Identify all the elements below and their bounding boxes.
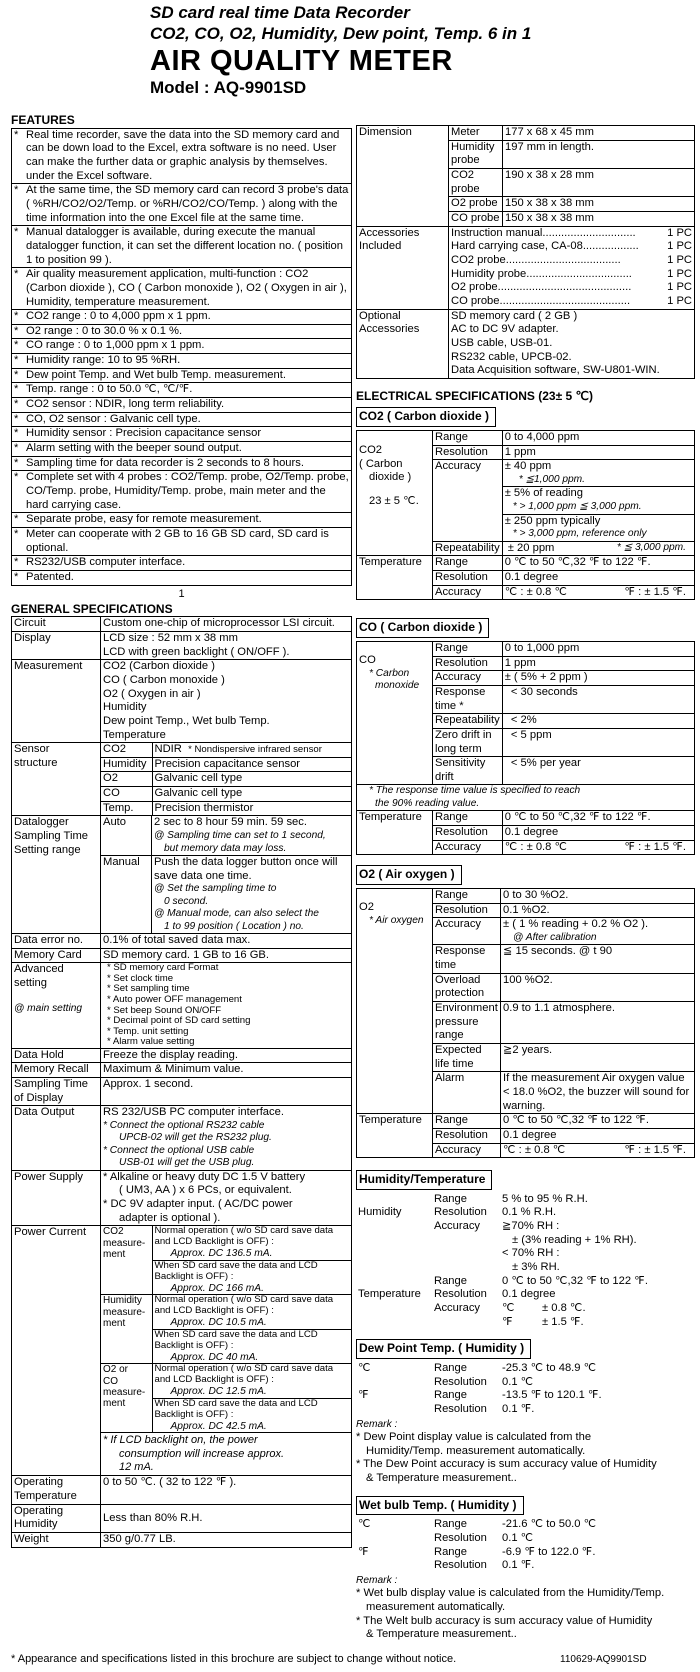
spec-row-measurement: Measurement CO2 (Carbon dioxide ) CO ( Carbon monoxide ) O2 ( Oxygen in air ) Humidity Dew point Temp., Wet bulb Temp. Temperature xyxy=(12,660,352,743)
dew-point-table xyxy=(356,1362,695,1417)
right-column: Dimension Meter 177 x 68 x 45 mm Humidity probe 197 mm in length. CO2 probe 190 x 38 x 28 mm O2 probe 150 x 38 x 38 mm CO probe 150 x 38 x 38 mm Accessories Included Instruction manual.............................. 1 PC Hard carrying case, CA-08.................. 1 PC CO2 probe..................................... 1 PC Humidity probe.................................. 1 PC O2 probe........................................... 1 PC CO probe.......................................... 1 PC Optional Accessories SD memory card ( 2 GB ) AC to DC 9V adapter. USB cable, USB-01. RS232 cable, UPCB-02. Data Acquisition software, SW-U801-WIN. ELECTRICAL SPECIFICATIONS (23± 5 ℃) CO2 ( Carbon dioxide ) CO2 ( Carbon dioxide ) 23 ± 5 ℃. Range 0 to 4,000 ppm Resolution 1 ppm Accuracy ± 40 ppm * ≦1,000 ppm. ± 5% of reading * > 1,000 ppm ≦ 3,000 ppm. ± 250 ppm typically * > 3,000 ppm, reference only Repeatability ± 20 ppm * ≦ 3,000 ppm. Temperature Range 0 ℃ to 50 ℃,32 ℉ to 122 ℉. Resolution 0.1 degree Accuracy ℃ : ± 0.8 ℃ ℉ : ± 1.5 ℉. CO ( Carbon dioxide ) CO * Carbon monoxide Range 0 to 1,000 ppm Resolution 1 ppm Accuracy ± ( 5% + 2 ppm ) Response time * < 30 seconds Repeatability < 2% Zero drift in long term < 5 ppm Sensitivity drift < 5% per year * The response time value is specified to reach the 90% reading value. Temperature Range 0 ℃ to 50 ℃,32 ℉ to 122 ℉. Resolution 0.1 degree Accuracy ℃ : ± 0.8 ℃ ℉ : ± 1.5 ℉. O2 ( Air oxygen ) O2 * Air oxygen Range 0 to 30 %O2. Resolution 0.1 %O2. Accuracy ± ( 1 % reading + 0.2 % O2 ). @ After calibration Response time ≦ 15 seconds. @ t 90 Overload protection 100 %O2. Environment pressure range 0.9 to 1.1 atmosphere. Expected life time ≧2 years. Alarm If the measurement Air oxygen value < 18.0 %O2, the buzzer will sound for warning. Temperature Range 0 ℃ to 50 ℃,32 ℉ to 122 ℉. Resolution 0.1 degree Accuracy ℃ : ± 0.8 ℃ ℉ : ± 1.5 ℉. Humidity/Temperature Range 5 % to 95 % R.H. Humidity Resolution 0.1 % R.H. Accuracy ≧70% RH : ± (3% reading + 1% RH). < 70% RH : ± 3% RH. Range 0 ℃ to 50 ℃,32 ℉ to 122 ℉. Temperature Resolution 0.1 degree Accuracy ℃ ± 0.8 ℃. ℉ ± 1.5 ℉. Dew Point Temp. ( Humidity ) ℃ Range -25.3 ℃ to 48.9 ℃ Resolution 0.1 ℃ ℉ Range -13.5 ℉ to 120.1 ℉. Resolution 0.1 ℉. Remark : * Dew Point display value is calculated from the Humidity/Temp. measurement automatically. * The Dew Point accuracy is sum accuracy value of Humidity & Temperature measurement.. Wet bulb Temp. ( Humidity ) ℃ Range -21.6 ℃ to 50.0 ℃ Resolution 0.1 ℃ ℉ Range -6.9 ℉ to 122.0 ℉. Resolution 0.1 ℉. Remark : * Wet bulb display value is calculated from the Humidity/Temp. measurement automatically. * The Welt bulb accuracy is sum accuracy value of Humidity & Temperature measurement.. xyxy=(356,125,695,1642)
feature-item: * Humidity range: 10 to 95 %RH. xyxy=(12,354,352,369)
co2-section-title: CO2 ( Carbon dioxide ) xyxy=(356,407,496,427)
spec-row-sampling: Sampling Time of Display Approx. 1 second. xyxy=(12,1078,352,1106)
optional-accessory-item: SD memory card ( 2 GB ) xyxy=(451,309,578,322)
dew-row: ℉ Range -13.5 ℉ to 120.1 ℉. xyxy=(358,1389,602,1402)
page-number: 1 xyxy=(178,587,185,600)
advanced-setting-item: * Set sampling time xyxy=(107,983,190,995)
feature-item: * Dew point Temp. and Wet bulb Temp. measurement. xyxy=(12,368,352,383)
spec-row-weight: Weight 350 g/0.77 LB. xyxy=(12,1533,352,1548)
feature-item: * Real time recorder, save the data into the SD memory card and can be down load to the Excel, extra software is no need. User can make the further data or graphic analysis by themselves. under the Excel software. xyxy=(12,128,352,184)
o2-table: O2 * Air oxygen Range 0 to 30 %O2. Resolution 0.1 %O2. Accuracy ± ( 1 % reading + 0.2 % O2 ). @ After calibration Response time ≦ 15 seconds. @ t 90 Overload protection 100 %O2. Environment pressure range 0.9 to 1.1 atmosphere. Expected life time ≧2 years. Alarm If the measurement Air oxygen value < 18.0 %O2, the buzzer will sound for warning. Temperature Range 0 ℃ to 50 ℃,32 ℉ to 122 ℉. Resolution 0.1 degree Accuracy ℃ : ± 0.8 ℃ ℉ : ± 1.5 ℉. xyxy=(356,888,695,1158)
spec-row-power-current: Power Current CO2 measure- ment Normal operation ( w/o SD card save data and LCD Backlight is OFF) : Approx. DC 136.5 mA. When SD card save the data and LCD Backlight is OFF) : Approx. DC 166 mA. Humidity measure- ment Normal operation ( w/o SD card save data and LCD Backlight is OFF) : Approx. DC 10.5 mA. When SD card save the data and LCD Backlight is OFF) : Approx. DC 40 mA. O2 or CO measure- ment Normal operation ( w/o SD card save data and LCD Backlight is OFF) : Approx. DC 12.5 mA. When SD card save the data and LCD Backlight is OFF) : Approx. DC 42.5 mA. * If LCD backlight on, the power consumption will increase approx. 12 mA. xyxy=(12,1226,352,1476)
advanced-setting-item: * SD memory card Format xyxy=(107,962,219,974)
spec-row-datalogger: Datalogger Sampling Time Setting range Auto 2 sec to 8 hour 59 min. 59 sec. @ Sampling time can set to 1 second, but memory data may loss. xyxy=(12,816,352,856)
dew-row: Resolution 0.1 ℃ xyxy=(434,1375,534,1388)
wet-row: Resolution 0.1 ℃ xyxy=(434,1531,534,1544)
optional-accessory-item: Data Acquisition software, SW-U801-WIN. xyxy=(451,364,660,377)
feature-item: * Meter can cooperate with 2 GB to 16 GB SD card, SD card is optional. xyxy=(12,528,352,556)
advanced-setting-item: * Alarm value setting xyxy=(107,1036,195,1048)
model-number: Model : AQ-9901SD xyxy=(150,78,307,97)
feature-item: * Humidity sensor : Precision capacitance sensor xyxy=(12,427,352,442)
wet-row: Resolution 0.1 ℉. xyxy=(434,1559,535,1572)
wet-row: ℃ Range -21.6 ℃ to 50.0 ℃ xyxy=(358,1518,597,1531)
feature-item: * Manual datalogger is available, during execute the manual datalogger function, it can set the different location no. ( position 1 to position 99 ). xyxy=(12,226,352,268)
advanced-setting-item: * Auto power OFF management xyxy=(107,993,242,1005)
footer-code: 110629-AQ9901SD xyxy=(560,1654,647,1665)
spec-row-circuit: Circuit Custom one-chip of microprocessor LSI circuit. xyxy=(12,617,352,632)
features-title: FEATURES xyxy=(11,113,75,127)
accessory-item: O2 probe........................................... 1 PC xyxy=(451,281,692,294)
optional-accessory-item: USB cable, USB-01. xyxy=(451,336,553,349)
accessories-row: Accessories Included Instruction manual.............................. 1 PC Hard carrying case, CA-08.................. 1 PC CO2 probe..................................... 1 PC Humidity probe.................................. 1 PC O2 probe........................................... 1 PC CO probe.......................................... 1 PC xyxy=(357,226,695,309)
spec-row-sensor: Sensor structure CO2 NDIR * Nondispersive infrared sensor Humidity Precision capacitance sensor O2 Galvanic cell type CO Galvanic cell type Temp. Precision thermistor xyxy=(12,743,352,816)
power-current-subtable xyxy=(101,1226,351,1433)
optional-accessory-item: AC to DC 9V adapter. xyxy=(451,323,559,336)
accessory-item: CO2 probe..................................... 1 PC xyxy=(451,253,692,266)
optional-row: Optional Accessories SD memory card ( 2 GB ) AC to DC 9V adapter. USB cable, USB-01. RS232 cable, UPCB-02. Data Acquisition software, SW-U801-WIN. xyxy=(357,309,695,378)
dimension-table: Dimension Meter 177 x 68 x 45 mm Humidity probe 197 mm in length. CO2 probe 190 x 38 x 28 mm O2 probe 150 x 38 x 38 mm CO probe 150 x 38 x 38 mm Accessories Included Instruction manual.............................. 1 PC Hard carrying case, CA-08.................. 1 PC CO2 probe..................................... 1 PC Humidity probe.................................. 1 PC O2 probe........................................... 1 PC CO probe.......................................... 1 PC Optional Accessories SD memory card ( 2 GB ) AC to DC 9V adapter. USB cable, USB-01. RS232 cable, UPCB-02. Data Acquisition software, SW-U801-WIN. xyxy=(356,125,695,379)
advanced-setting-item: * Decimal point of SD card setting xyxy=(107,1015,251,1027)
header xyxy=(150,2,531,98)
electrical-spec-title: ELECTRICAL SPECIFICATIONS (23± 5 ℃) xyxy=(356,388,593,403)
page-title: AIR QUALITY METER xyxy=(150,45,453,77)
footer-note: * Appearance and specifications listed in this brochure are subject to change without notice. xyxy=(11,1653,457,1665)
advanced-setting-item: * Set clock time xyxy=(107,972,174,984)
power-current-row: When SD card save the data and LCD Backlight is OFF) : Approx. DC 42.5 mA. xyxy=(101,1398,351,1432)
wet-bulb-table xyxy=(356,1518,695,1573)
general-spec-table: Circuit Custom one-chip of microprocessor LSI circuit. Display LCD size : 52 mm x 38 mm LCD with green backlight ( ON/OFF ). Measurement CO2 (Carbon dioxide ) CO ( Carbon monoxide ) O2 ( Oxygen in air ) Humidity Dew point Temp., Wet bulb Temp. Temperature Sensor structure CO2 NDIR * Nondispersive infrared sensor Humidity Precision capacitance sensor O2 Galvanic cell type CO Galvanic cell type Temp. Precision thermistor Datalogger Sampling Time Setting range Auto 2 sec to 8 hour 59 min. 59 sec. @ Sampling time can set to 1 second, but memory data may loss. Manual Push the data logger button once will save data one time. @ Set the sampling time to 0 second. @ Manual mode, can also select the 1 to 99 position ( Location ) no. Data error no. 0.1% of total saved data max. Memory Card SD memory card. 1 GB to 16 GB. Advanced setting @ main setting * SD memory card Format * Set clock time * Set sampling time * Auto power OFF management * Set beep Sound ON/OFF * Decimal point of SD card setting * Temp. unit setting * Alarm value setting Data Hold Freeze the display reading. Memory Recall Maximum & Minimum value. Sampling Time of Display Approx. 1 second. Data Output RS 232/USB PC computer interface. * Connect the optional RS232 cable UPCB-02 will get the RS232 plug. * Connect the optional USB cable USB-01 will get the USB plug. Power Supply * Alkaline or heavy duty DC 1.5 V battery ( UM3, AA ) x 6 PCs, or equivalent. * DC 9V adapter input. ( AC/DC power adapter is optional ). Power Current CO2 measure- ment Normal operation ( w/o SD card save data and LCD Backlight is OFF) : Approx. DC 136.5 mA. When SD card save the data and LCD Backlight is OFF) : Approx. DC 166 mA. Humidity measure- ment Normal operation ( w/o SD card save data and LCD Backlight is OFF) : Approx. DC 10.5 mA. When SD card save the data and LCD Backlight is OFF) : Approx. DC 40 mA. O2 or CO measure- ment Normal operation ( w/o SD card save data and LCD Backlight is OFF) : Approx. DC 12.5 mA. When SD card save the data and LCD Backlight is OFF) : Approx. DC 42.5 mA. * If LCD backlight on, the power consumption will increase approx. 12 mA. Operating Temperature 0 to 50 ℃. ( 32 to 122 ℉ ). Operating Humidity Less than 80% R.H. Weight 350 g/0.77 LB. xyxy=(11,616,352,1547)
feature-item: * Patented. xyxy=(12,570,352,585)
spec-row-op-temp: Operating Temperature 0 to 50 ℃. ( 32 to 122 ℉ ). xyxy=(12,1476,352,1504)
accessory-item: Hard carrying case, CA-08.................. 1 PC xyxy=(451,240,692,253)
feature-item: * Separate probe, easy for remote measurement. xyxy=(12,513,352,528)
feature-item: * O2 range : 0 to 30.0 % x 0.1 %. xyxy=(12,324,352,339)
feature-item: * RS232/USB computer interface. xyxy=(12,556,352,571)
sensor-subtable: CO2 NDIR * Nondispersive infrared sensor Humidity Precision capacitance sensor O2 Galvanic cell type CO Galvanic cell type Temp. Precision thermistor xyxy=(101,743,351,815)
spec-row-advanced: Advanced setting @ main setting * SD memory card Format * Set clock time * Set sampling time * Auto power OFF management * Set beep Sound ON/OFF * Decimal point of SD card setting * Temp. unit setting * Alarm value setting xyxy=(12,963,352,1048)
accessory-item: CO probe.......................................... 1 PC xyxy=(451,294,692,307)
co2-table: CO2 ( Carbon dioxide ) 23 ± 5 ℃. Range 0 to 4,000 ppm Resolution 1 ppm Accuracy ± 40 ppm * ≦1,000 ppm. ± 5% of reading * > 1,000 ppm ≦ 3,000 ppm. ± 250 ppm typically * > 3,000 ppm, reference only Repeatability ± 20 ppm * ≦ 3,000 ppm. Temperature Range 0 ℃ to 50 ℃,32 ℉ to 122 ℉. Resolution 0.1 degree Accuracy ℃ : ± 0.8 ℃ ℉ : ± 1.5 ℉. xyxy=(356,430,695,600)
dew-row: ℃ Range -25.3 ℃ to 48.9 ℃ xyxy=(358,1362,597,1374)
feature-item: * At the same time, the SD memory card can record 3 probe's data ( %RH/CO2/O2/Temp. or %RH/CO2/CO/Temp. ) along with the time information into the one Excel file at the same time. xyxy=(12,184,352,226)
optional-accessory-item: RS232 cable, UPCB-02. xyxy=(451,350,572,363)
dew-row: Resolution 0.1 ℉. xyxy=(434,1402,535,1415)
spec-row-data-output: Data Output RS 232/USB PC computer interface. * Connect the optional RS232 cable UPCB-02 will get the RS232 plug. * Connect the optional USB cable USB-01 will get the USB plug. xyxy=(12,1106,352,1170)
spec-row-power-supply: Power Supply * Alkaline or heavy duty DC 1.5 V battery ( UM3, AA ) x 6 PCs, or equivalent. * DC 9V adapter input. ( AC/DC power adapter is optional ). xyxy=(12,1170,352,1226)
co-section-title: CO ( Carbon dioxide ) xyxy=(356,618,489,638)
advanced-setting-item: * Temp. unit setting xyxy=(107,1025,189,1037)
subtitle-line2: CO2, CO, O2, Humidity, Dew point, Temp. 6 in 1 xyxy=(150,24,532,43)
spec-row-op-humidity: Operating Humidity Less than 80% R.H. xyxy=(12,1504,352,1532)
power-current-row: CO2 measure- ment Normal operation ( w/o SD card save data and LCD Backlight is OFF) : Approx. DC 136.5 mA. xyxy=(101,1226,351,1260)
advanced-setting-item: * Set beep Sound ON/OFF xyxy=(107,1004,222,1016)
o2-section-title: O2 ( Air oxygen ) xyxy=(356,865,462,885)
feature-item: * CO2 range : 0 to 4,000 ppm x 1 ppm. xyxy=(12,310,352,325)
spec-row-display: Display LCD size : 52 mm x 38 mm LCD with green backlight ( ON/OFF ). xyxy=(12,631,352,659)
feature-item: * Complete set with 4 probes : CO2/Temp. probe, O2/Temp. probe, CO/Temp. probe, Humidity/Temp. probe, main meter and the hard carrying case. xyxy=(12,471,352,513)
general-spec-title: GENERAL SPECIFICATIONS xyxy=(11,601,173,616)
features-table xyxy=(11,128,352,586)
humidity-table: Range 5 % to 95 % R.H. Humidity Resolution 0.1 % R.H. Accuracy ≧70% RH : ± (3% reading + 1% RH). < 70% RH : ± 3% RH. Range 0 ℃ to 50 ℃,32 ℉ to 122 ℉. Temperature Resolution 0.1 degree Accuracy ℃ ± 0.8 ℃. ℉ ± 1.5 ℉. xyxy=(358,1192,648,1328)
feature-item: * Air quality measurement application, multi-function : CO2 (Carbon dioxide ), CO ( Carbon monoxide ), O2 ( Oxygen in air ), Humidity, temperature measurement. xyxy=(12,268,352,310)
accessory-item: Humidity probe.................................. 1 PC xyxy=(451,267,692,280)
accessory-item: Instruction manual.............................. 1 PC xyxy=(451,226,692,239)
spec-row-memory-card: Memory Card SD memory card. 1 GB to 16 GB. xyxy=(12,948,352,963)
co-table: CO * Carbon monoxide Range 0 to 1,000 ppm Resolution 1 ppm Accuracy ± ( 5% + 2 ppm ) Response time * < 30 seconds Repeatability < 2% Zero drift in long term < 5 ppm Sensitivity drift < 5% per year * The response time value is specified to reach the 90% reading value. Temperature Range 0 ℃ to 50 ℃,32 ℉ to 122 ℉. Resolution 0.1 degree Accuracy ℃ : ± 0.8 ℃ ℉ : ± 1.5 ℉. xyxy=(356,641,695,855)
feature-item: * CO range : 0 to 1,000 ppm x 1 ppm. xyxy=(12,339,352,354)
subtitle-line1: SD card real time Data Recorder xyxy=(150,3,410,22)
feature-item: * Sampling time for data recorder is 2 seconds to 8 hours. xyxy=(12,456,352,471)
feature-item: * Alarm setting with the beeper sound output. xyxy=(12,442,352,457)
left-column xyxy=(11,113,352,1548)
spec-row-data-error: Data error no. 0.1% of total saved data max. xyxy=(12,934,352,949)
dew-point-section-title: Dew Point Temp. ( Humidity ) xyxy=(356,1339,531,1359)
feature-item: * Temp. range : 0 to 50.0 ℃, ℃/℉. xyxy=(12,383,352,398)
spec-row-memory-recall: Memory Recall Maximum & Minimum value. xyxy=(12,1063,352,1078)
spec-row-data-hold: Data Hold Freeze the display reading. xyxy=(12,1048,352,1063)
power-current-row: O2 or CO measure- ment Normal operation ( w/o SD card save data and LCD Backlight is OFF) : Approx. DC 12.5 mA. xyxy=(101,1364,351,1398)
power-current-row: When SD card save the data and LCD Backlight is OFF) : Approx. DC 40 mA. xyxy=(101,1329,351,1363)
humidity-section-title: Humidity/Temperature xyxy=(356,1170,492,1190)
wet-bulb-section-title: Wet bulb Temp. ( Humidity ) xyxy=(356,1496,524,1516)
power-current-row: Humidity measure- ment Normal operation ( w/o SD card save data and LCD Backlight is OFF) : Approx. DC 10.5 mA. xyxy=(101,1295,351,1329)
feature-item: * CO, O2 sensor : Galvanic cell type. xyxy=(12,412,352,427)
wet-row: ℉ Range -6.9 ℉ to 122.0 ℉. xyxy=(358,1545,596,1558)
power-current-row: When SD card save the data and LCD Backlight is OFF) : Approx. DC 166 mA. xyxy=(101,1260,351,1294)
feature-item: * CO2 sensor : NDIR, long term reliability. xyxy=(12,398,352,413)
